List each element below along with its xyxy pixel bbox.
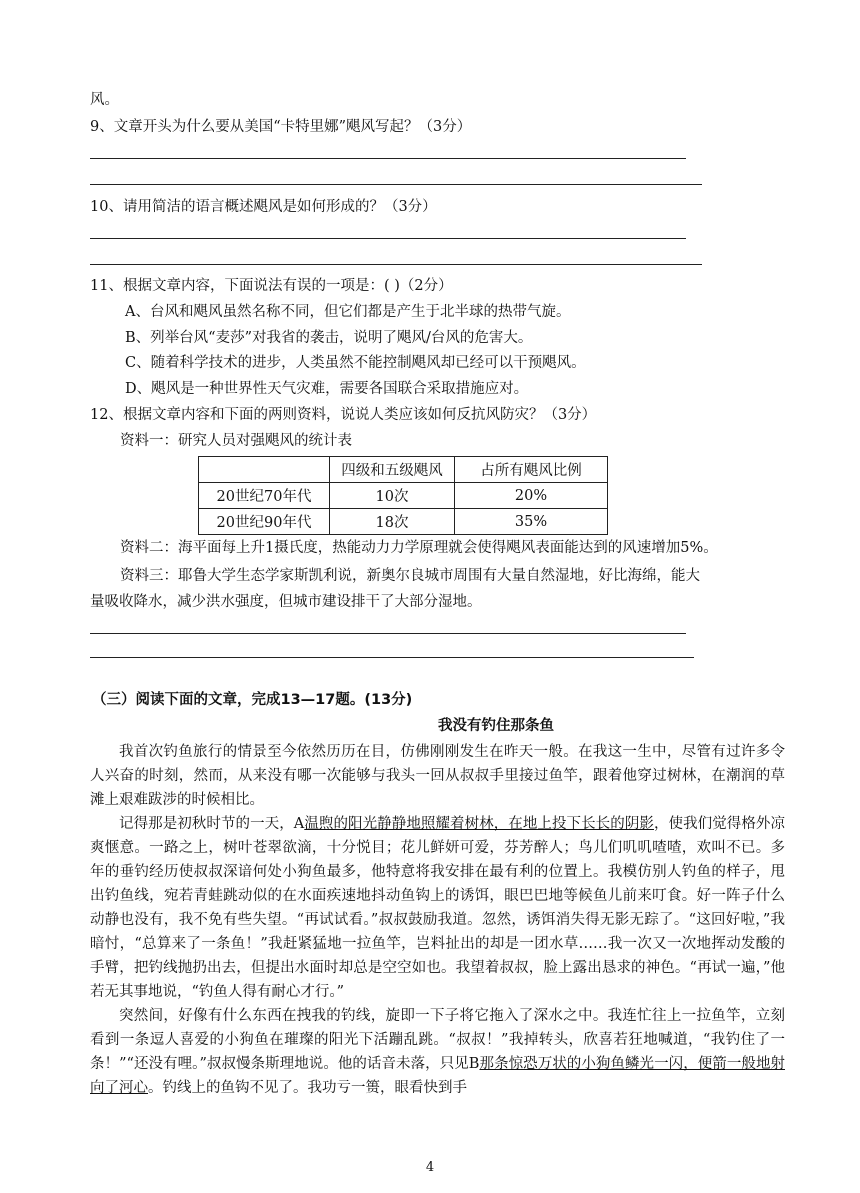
answer-line[interactable]: [90, 184, 702, 185]
answer-line[interactable]: [90, 158, 686, 159]
table-cell: 20%: [455, 483, 608, 509]
option-b: B、列举台风“麦莎”对我省的袭击，说明了飓风/台风的危害大。: [125, 330, 533, 346]
paragraph: [90, 812, 785, 1004]
table-row: [199, 509, 608, 535]
paragraph: [90, 1004, 785, 1100]
text-run: 突然间，好像有什么东西在拽我的钓线，旋即一下子将它拖入了深水之中。我连忙往上一拉鱼竿，立刻看到一条逗人喜爱的小狗鱼在璀璨的阳光下活蹦乱跳。“叔叔！”我掉转头，欣喜若狂地喊道，“我钓住了一条！”“还没有哩。”叔叔慢条斯理地说。他的话音未落，只见B: [90, 1008, 785, 1072]
answer-line[interactable]: [90, 264, 702, 265]
option-c: C、随着科学技术的进步，人类虽然不能控制飓风却已经可以干预飓风。: [125, 355, 586, 371]
underlined-sentence-a: 温煦的阳光静静地照耀着树林，在地上投下长长的阴影: [304, 816, 654, 832]
table-cell: 18次: [330, 509, 455, 535]
text-run: 记得那是初秋时节的一天，A: [119, 816, 305, 832]
option-a: A、台风和飓风虽然名称不同，但它们都是产生于北半球的热带气旋。: [125, 304, 571, 320]
answer-line[interactable]: [90, 238, 686, 239]
article-title: 我没有钓住那条鱼: [438, 718, 554, 734]
table-header-cell: [199, 457, 330, 483]
table-cell: 20世纪70年代: [199, 483, 330, 509]
resource-3: 资料三：耶鲁大学生态学家斯凯利说，新奥尔良城市周围有大量自然湿地，好比海绵，能大: [120, 568, 700, 584]
table-row: [199, 483, 608, 509]
section-heading: （三）阅读下面的文章，完成13—17题。(13分): [92, 692, 413, 708]
question-11: 11、根据文章内容，下面说法有误的一项是：( )（2分）: [90, 278, 453, 294]
hurricane-stat-table: [198, 456, 608, 535]
resource-3-cont: 量吸收降水，减少洪水强度，但城市建设排干了大部分湿地。: [90, 594, 482, 610]
question-9: 9、文章开头为什么要从美国“卡特里娜”飓风写起？（3分）: [90, 119, 472, 135]
answer-line[interactable]: [90, 657, 694, 658]
paragraph: 我首次钓鱼旅行的情景至今依然历历在目，仿佛刚刚发生在昨天一般。在我这一生中，尽管有过许多令人兴奋的时刻，然而，从来没有哪一次能够与我头一回从叔叔手里接过鱼竿，跟着他穿过树林，在潮润的草滩上艰难跋涉的时候相比。: [90, 744, 785, 808]
option-d: D、飓风是一种世界性天气灾难，需要各国联合采取措施应对。: [125, 381, 529, 397]
table-cell: 20世纪90年代: [199, 509, 330, 535]
page-number: 4: [425, 1160, 435, 1175]
text-fragment: 风。: [90, 92, 119, 108]
answer-line[interactable]: [90, 633, 686, 634]
resource-1-title: 资料一：研究人员对强飓风的统计表: [120, 433, 352, 449]
resource-2: 资料二：海平面每上升1摄氏度，热能动力力学原理就会使得飓风表面能达到的风速增加5%。: [120, 540, 718, 556]
table-cell: 10次: [330, 483, 455, 509]
article-body: [90, 740, 785, 1100]
question-12: 12、根据文章内容和下面的两则资料，说说人类应该如何反抗风防灾？（3分）: [90, 407, 597, 423]
table-header-row: [199, 457, 608, 483]
table-header-cell: 四级和五级飓风: [330, 457, 455, 483]
table-header-cell: 占所有飓风比例: [455, 457, 608, 483]
text-run: ，使我们觉得格外凉爽惬意。一路之上，树叶苍翠欲滴，十分悦目；花儿鲜妍可爱，芬芳醉人；鸟儿们叽叽喳喳，欢叫不已。多年的垂钓经历使叔叔深谙何处小狗鱼最多，他特意将我安排在最有利的位置上。我模仿别人钓鱼的样子，甩出钓鱼线，宛若青蛙跳动似的在水面疾速地抖动鱼钩上的诱饵，眼巴巴地等候鱼儿前来叮食。好一阵子什么动静也没有，我不免有些失望。“再试试看。”叔叔鼓励我道。忽然，诱饵消失得无影无踪了。“这回好啦，”我暗忖，“总算来了一条鱼！”我赶紧猛地一拉鱼竿，岂料扯出的却是一团水草……我一次又一次地挥动发酸的手臂，把钓线抛扔出去，但提出水面时却总是空空如也。我望着叔叔，脸上露出恳求的神色。“再试一遍，”他若无其事地说，“钓鱼人得有耐心才行。”: [90, 816, 786, 1000]
text-run: 。钓线上的鱼钩不见了。我功亏一篑，眼看快到手: [148, 1080, 467, 1096]
table-cell: 35%: [455, 509, 608, 535]
question-10: 10、请用简洁的语言概述飓风是如何形成的？（3分）: [90, 199, 437, 215]
underlined-sentence-b: 那条惊恐万状的小狗鱼鳞光一闪，便箭一般地射向了河心: [90, 1056, 785, 1096]
